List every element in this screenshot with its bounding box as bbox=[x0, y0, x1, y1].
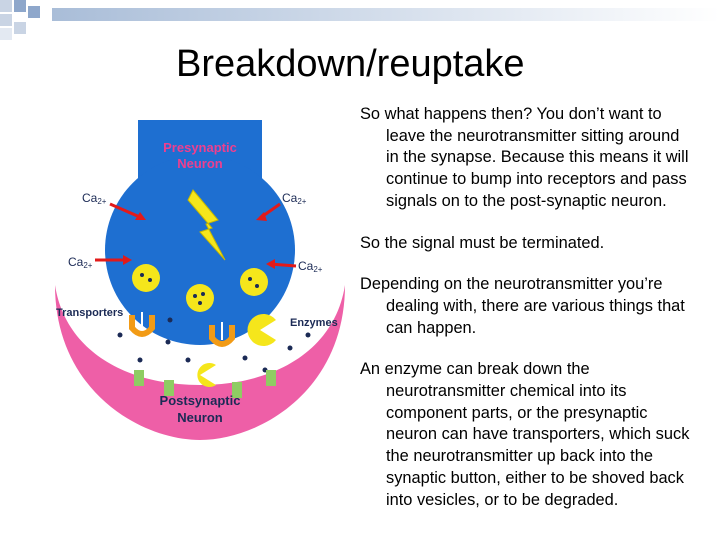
presynaptic-label-line2: Neuron bbox=[177, 156, 223, 171]
vesicle bbox=[240, 268, 268, 296]
paragraph: So what happens then? You don’t want to leave the neurotransmitter sitting around in the synapse. Because this means it will continue to bump into receptors and pass signals on to the post-synaptic neuron. bbox=[360, 105, 689, 210]
paragraph: Depending on the neurotransmitter you’re dealing with, there are various things that can happen. bbox=[360, 275, 685, 337]
postsynaptic-label-line1: Postsynaptic bbox=[159, 393, 241, 408]
ca-label-left-bottom: Ca2+ bbox=[68, 255, 93, 270]
enzymes-label: Enzymes bbox=[290, 317, 338, 329]
synapse-diagram bbox=[50, 120, 350, 440]
paragraph: An enzyme can break down the neurotransmitter chemical into its component parts, or the presynaptic neuron can have transporters, which suck the neurotransmitter up back into the synaptic button, either to be shoved back into vesicles, or to be degraded. bbox=[360, 360, 690, 509]
enzyme-shape bbox=[197, 363, 216, 387]
ca-label-right-bottom: Ca2+ bbox=[298, 259, 323, 274]
slide-title: Breakdown/reuptake bbox=[176, 43, 525, 85]
postsynaptic-label-line2: Neuron bbox=[177, 410, 223, 425]
vesicle bbox=[186, 284, 214, 312]
paragraph: So the signal must be terminated. bbox=[360, 233, 605, 252]
presynaptic-label-line1: Presynaptic bbox=[163, 140, 237, 155]
vesicle bbox=[132, 264, 160, 292]
body-text bbox=[360, 104, 690, 531]
transporters-label: Transporters bbox=[56, 307, 124, 319]
ca-label-right-top: Ca2+ bbox=[282, 191, 307, 206]
ca-label-left-top: Ca2+ bbox=[82, 191, 107, 206]
